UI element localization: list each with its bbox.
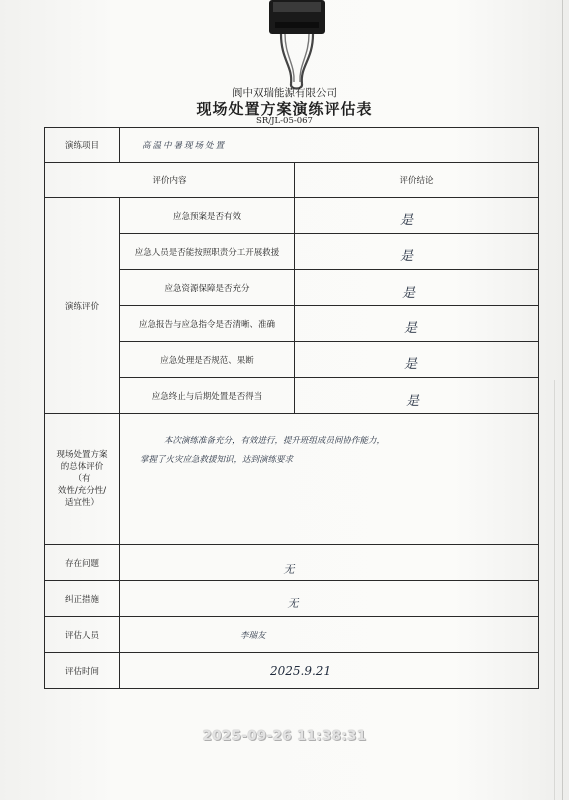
overall-text-line: 本次演练准备充分，有效进行，提升班组成员间协作能力， xyxy=(164,436,386,446)
eval-row xyxy=(45,342,539,378)
time-label: 评估时间 xyxy=(45,653,120,689)
overall-label-line: 现场处置方案 xyxy=(56,450,108,460)
evaluation-table xyxy=(44,127,539,689)
problems-value-text: 无 xyxy=(283,562,295,576)
eval-result xyxy=(295,270,539,306)
measures-value xyxy=(120,581,539,617)
content-header: 评价内容 xyxy=(45,163,295,198)
project-label: 演练项目 xyxy=(45,128,120,163)
eval-result xyxy=(295,198,539,234)
eval-result-text: 是 xyxy=(402,286,416,301)
eval-result-text: 是 xyxy=(400,213,414,228)
column-header-row xyxy=(45,163,539,198)
eval-content: 应急报告与应急指令是否清晰、准确 xyxy=(120,306,295,342)
eval-content: 应急预案是否有效 xyxy=(120,198,295,234)
assessor-row xyxy=(45,617,539,653)
binder-clip-icon xyxy=(267,0,327,92)
eval-row xyxy=(45,198,539,234)
overall-label-line: （有 xyxy=(73,474,91,484)
form-code: SR/JL-05-067 xyxy=(256,116,313,126)
eval-label: 演练评价 xyxy=(45,198,120,414)
eval-content: 应急资源保障是否充分 xyxy=(120,270,295,306)
eval-result-text: 是 xyxy=(404,357,418,372)
eval-row xyxy=(45,306,539,342)
problems-value xyxy=(120,545,539,581)
eval-row xyxy=(45,270,539,306)
assessor-signature: 李瑞友 xyxy=(120,617,539,653)
company-name: 阆中双瑞能源有限公司 xyxy=(232,87,337,99)
overall-label-line: 效性/充分性/ xyxy=(57,486,107,496)
overall-evaluation xyxy=(120,414,539,545)
assessor-label: 评估人员 xyxy=(45,617,120,653)
eval-content: 应急人员是否能按照职责分工开展救援 xyxy=(120,234,295,270)
eval-content: 应急终止与后期处置是否得当 xyxy=(120,378,295,414)
eval-result xyxy=(295,378,539,414)
eval-row xyxy=(45,234,539,270)
eval-result-text: 是 xyxy=(404,321,418,336)
problems-row xyxy=(45,545,539,581)
eval-content: 应急处理是否规范、果断 xyxy=(120,342,295,378)
form-title: 现场处置方案演练评估表 xyxy=(196,100,373,118)
overall-label xyxy=(45,414,120,545)
time-row xyxy=(45,653,539,689)
camera-timestamp: 2025-09-26 11:38:31 xyxy=(202,728,367,744)
eval-result-text: 是 xyxy=(400,249,414,264)
measures-value-text: 无 xyxy=(287,596,299,610)
overall-row xyxy=(45,414,539,545)
project-row xyxy=(45,128,539,163)
eval-result-text: 是 xyxy=(406,394,420,409)
project-value: 高温中暑现场处置 xyxy=(120,128,539,163)
measures-label: 纠正措施 xyxy=(45,581,120,617)
eval-result xyxy=(295,306,539,342)
eval-result xyxy=(295,342,539,378)
overall-label-line: 适宜性） xyxy=(64,498,99,508)
conclusion-header: 评价结论 xyxy=(295,163,539,198)
eval-row xyxy=(45,378,539,414)
measures-row xyxy=(45,581,539,617)
time-value: 2025.9.21 xyxy=(120,653,539,689)
problems-label: 存在问题 xyxy=(45,545,120,581)
overall-label-line: 的总体评价 xyxy=(60,462,104,472)
overall-text-line: 掌握了火灾应急救援知识，达到演练要求 xyxy=(140,455,294,465)
eval-result xyxy=(295,234,539,270)
